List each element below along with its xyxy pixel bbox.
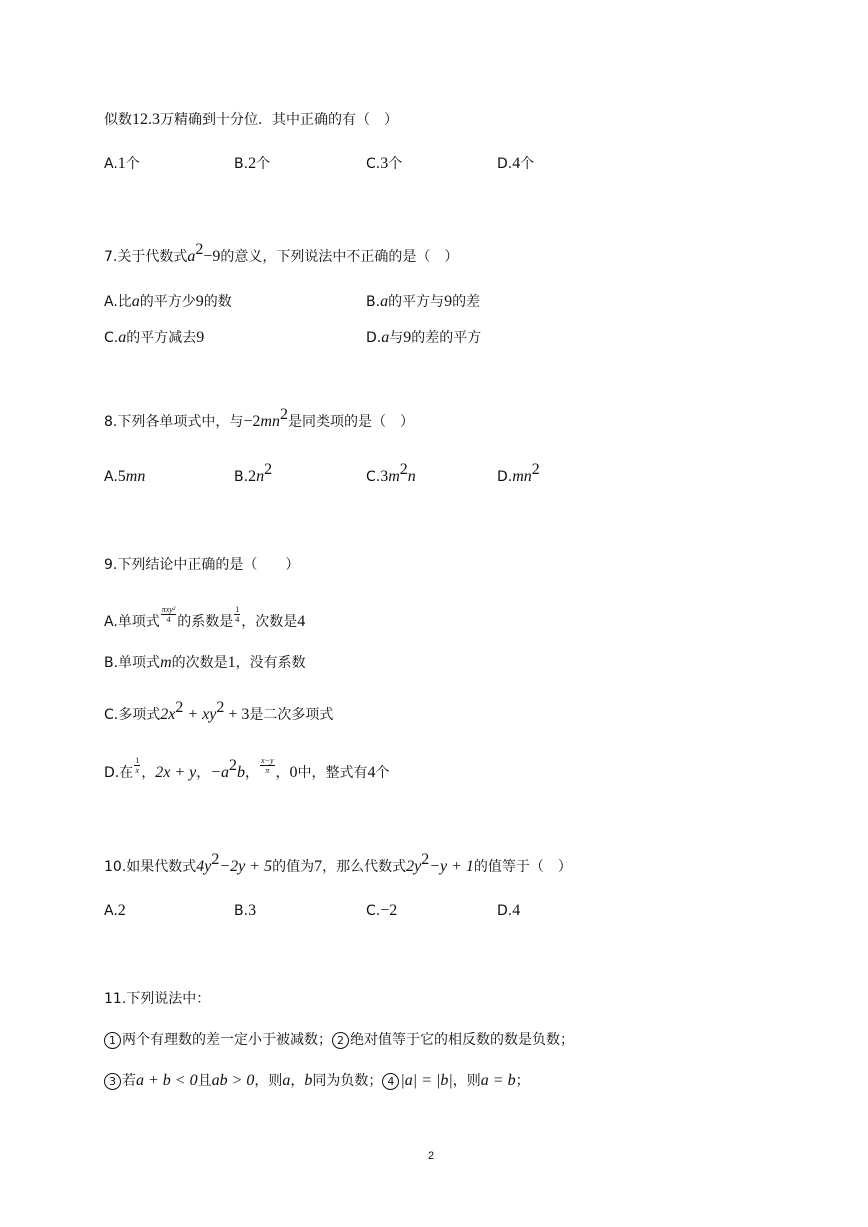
math-expr: −9 <box>203 248 221 265</box>
text: ，次数是 <box>241 614 298 630</box>
math-number: 7 <box>314 858 323 875</box>
text: 的平方与 <box>388 294 445 310</box>
option-value: 4 <box>512 155 521 172</box>
math-exp: 2 <box>216 699 225 716</box>
circled-number: 1 <box>104 1032 121 1049</box>
math-number: 9 <box>196 329 205 346</box>
math-term: 4y <box>196 858 212 875</box>
math-var: n <box>256 468 265 485</box>
q11-question <box>104 989 210 1009</box>
separator: ， <box>141 765 156 781</box>
text: 的次数是 <box>171 655 228 671</box>
option-value: 3 <box>248 902 257 919</box>
option-label: C. <box>104 707 119 723</box>
math-exp: 2 <box>279 406 288 423</box>
option-label: A. <box>104 156 118 172</box>
q11-statements-3-4 <box>104 1071 530 1091</box>
text: 的系数是 <box>177 614 234 630</box>
option-label: D. <box>497 156 513 172</box>
math-number: 9 <box>444 293 453 310</box>
text: 与 <box>389 330 404 346</box>
numerator: 1 <box>135 755 140 765</box>
option-label: D. <box>497 903 513 919</box>
math-var: m <box>160 654 172 671</box>
text: 9.下列结论中正确的是（ ） <box>104 557 300 573</box>
q6-statement <box>104 110 398 130</box>
math-expr: a + b < 0 <box>136 1072 198 1089</box>
option-unit: 个 <box>125 156 140 172</box>
text: 8.下列各单项式中，与 <box>104 414 244 430</box>
option-value: −2 <box>380 902 398 919</box>
text: 10.如果代数式 <box>104 859 197 875</box>
text: 11.下列说法中： <box>104 991 211 1007</box>
math-number: 12.3 <box>132 111 160 128</box>
math-number: 4 <box>367 764 376 781</box>
q10-option-c <box>366 901 397 921</box>
text: 是同类项的是（ ） <box>287 414 414 430</box>
numerator: x−y <box>261 755 274 765</box>
math-exp: 2 <box>264 461 273 478</box>
text: ， <box>290 1073 305 1089</box>
circled-number: 2 <box>332 1032 349 1049</box>
page-number: 2 <box>428 1150 435 1162</box>
option-value: 1 <box>117 155 126 172</box>
option-label: B. <box>234 156 249 172</box>
fraction <box>260 756 275 775</box>
text: 的意义，下列说法中不正确的是（ ） <box>220 249 459 265</box>
math-number: 0 <box>289 764 298 781</box>
text: 绝对值等于它的相反数的数是负数； <box>350 1032 574 1048</box>
option-unit: 个 <box>388 156 403 172</box>
q6-option-d <box>497 154 534 174</box>
text: 中，整式有 <box>297 765 368 781</box>
option-label: D. <box>366 330 382 346</box>
denominator: 4 <box>161 614 177 624</box>
q11-statements-1-2 <box>104 1030 574 1050</box>
text: ，则 <box>254 1073 283 1089</box>
fraction <box>134 756 140 775</box>
text: 同为负数； <box>312 1073 383 1089</box>
q6-option-c <box>366 154 402 174</box>
text: 是二次多项式 <box>249 707 334 723</box>
math-exp: 2 <box>211 851 220 868</box>
math-expr: ab > 0 <box>211 1072 255 1089</box>
text: 比 <box>117 294 132 310</box>
option-label: D. <box>104 765 120 781</box>
math-exp: 2 <box>195 241 204 258</box>
text: ，那么代数式 <box>322 859 407 875</box>
option-label: D. <box>497 469 513 485</box>
math-var: m <box>388 468 400 485</box>
option-label: B. <box>104 655 119 671</box>
q9-option-a <box>104 604 306 632</box>
option-label: B. <box>234 469 249 485</box>
math-number: 1 <box>227 654 236 671</box>
math-var: a <box>282 1072 291 1089</box>
math-number: 2 <box>248 468 257 485</box>
option-label: A. <box>104 469 118 485</box>
q10-option-b <box>234 901 256 921</box>
math-expr: 2x + y <box>155 764 197 781</box>
q10-option-d <box>497 901 520 921</box>
text: 的差 <box>452 294 481 310</box>
math-expr: a = b <box>480 1072 516 1089</box>
text: 的差的平方 <box>411 330 482 346</box>
math-number: 9 <box>403 329 412 346</box>
option-label: C. <box>366 903 381 919</box>
text: ； <box>515 1073 530 1089</box>
math-number: 5 <box>117 468 126 485</box>
text: 7.关于代数式 <box>104 249 188 265</box>
option-label: A. <box>104 294 118 310</box>
option-label: C. <box>366 156 381 172</box>
text: 的数 <box>203 294 232 310</box>
numerator: πxy² <box>161 604 176 614</box>
denominator: π <box>260 765 275 775</box>
text: 多项式 <box>118 707 161 723</box>
text: 单项式 <box>117 614 160 630</box>
math-var: mn <box>125 468 146 485</box>
text: 单项式 <box>118 655 161 671</box>
option-unit: 个 <box>520 156 535 172</box>
q10-question <box>104 851 572 877</box>
separator: ， <box>196 765 211 781</box>
text: 的平方少 <box>139 294 196 310</box>
q9-question <box>104 555 299 575</box>
option-unit: 个 <box>256 156 271 172</box>
math-var: mn <box>260 413 280 430</box>
circled-number: 4 <box>382 1073 399 1090</box>
q9-option-d <box>104 755 390 783</box>
option-label: A. <box>104 614 118 630</box>
math-term: −2y + 5 <box>219 858 273 875</box>
separator: ， <box>245 765 260 781</box>
option-label: B. <box>234 903 249 919</box>
text: 万精确到十分位．其中正确的有（ ） <box>160 112 398 128</box>
text: 个 <box>375 765 390 781</box>
math-expr: −a <box>210 764 230 781</box>
math-var: n <box>407 468 416 485</box>
q7-option-c <box>104 328 204 348</box>
option-value: 4 <box>512 902 521 919</box>
math-number: 4 <box>297 613 306 630</box>
math-term: + 3 <box>224 706 250 723</box>
q7-question <box>104 241 459 267</box>
text: 的值等于（ ） <box>473 859 572 875</box>
text: 似数 <box>104 112 132 128</box>
q8-option-a <box>104 467 145 487</box>
q9-option-c <box>104 699 334 725</box>
denominator: x <box>135 765 140 775</box>
q8-option-d <box>497 461 540 487</box>
fraction <box>161 605 177 624</box>
q8-option-c <box>366 461 416 487</box>
text: 的平方减去 <box>126 330 197 346</box>
math-exp: 2 <box>175 699 184 716</box>
math-var: a <box>380 293 389 310</box>
q8-option-b <box>234 461 273 487</box>
math-var: b <box>237 764 246 781</box>
math-number: 9 <box>195 293 204 310</box>
math-var: a <box>187 248 196 265</box>
option-value: 2 <box>117 902 126 919</box>
math-exp: 2 <box>531 461 540 478</box>
text: ，则 <box>452 1073 481 1089</box>
math-var: a <box>381 329 390 346</box>
q7-option-b <box>366 292 480 312</box>
math-var: mn <box>512 468 532 485</box>
option-label: C. <box>366 469 381 485</box>
text: 若 <box>122 1073 136 1089</box>
q7-option-a <box>104 292 232 312</box>
q10-option-a <box>104 901 126 921</box>
option-label: A. <box>104 903 118 919</box>
separator: ， <box>275 765 290 781</box>
option-label: C. <box>104 330 119 346</box>
math-var: a <box>118 329 127 346</box>
math-exp: 2 <box>421 851 430 868</box>
option-label: B. <box>366 294 381 310</box>
circled-number: 3 <box>104 1073 121 1090</box>
math-var: b <box>304 1072 313 1089</box>
text: 且 <box>197 1073 212 1089</box>
math-term: + xy <box>183 706 217 723</box>
math-term: 2y <box>406 858 422 875</box>
q6-option-a <box>104 154 140 174</box>
text: 在 <box>119 765 134 781</box>
math-term: −y + 1 <box>429 858 474 875</box>
math-var: a <box>131 293 140 310</box>
text: ，没有系数 <box>235 655 306 671</box>
text: 的值为 <box>272 859 315 875</box>
option-value: 2 <box>248 155 257 172</box>
math-number: −2 <box>243 413 261 430</box>
option-value: 3 <box>380 155 389 172</box>
q7-option-d <box>366 328 481 348</box>
denominator: 4 <box>235 614 240 624</box>
q6-option-b <box>234 154 270 174</box>
math-expr: |a| = |b| <box>400 1072 453 1089</box>
math-number: 3 <box>380 468 389 485</box>
math-exp: 2 <box>229 757 238 774</box>
fraction <box>234 605 240 624</box>
q9-option-b <box>104 653 306 673</box>
math-term: 2x <box>160 706 176 723</box>
math-exp: 2 <box>399 461 408 478</box>
text: 两个有理数的差一定小于被减数； <box>122 1032 332 1048</box>
q8-question <box>104 406 414 432</box>
numerator: 1 <box>235 604 240 614</box>
